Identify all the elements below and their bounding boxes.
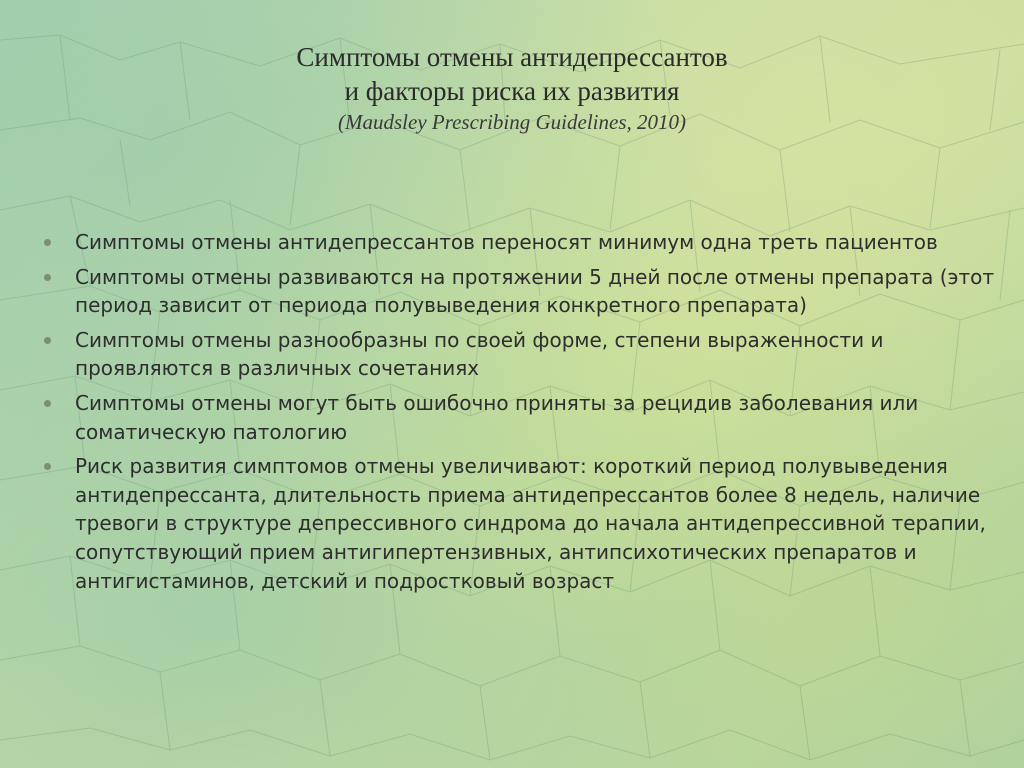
bullet-dot-icon	[44, 463, 51, 470]
bullet-item	[36, 326, 1011, 383]
bullet-item	[36, 228, 1011, 257]
bullet-text: Риск развития симптомов отмены увеличивают: короткий период полувыведения антидепрессанта, длительность приема антидепрессантов более 8 недель, наличие тревоги в структуре депрессивного синдрома до начала антидепрессивной терапии, сопутствующий прием антигипертензивных, антипсихотических препаратов и антигистаминов, детский и подростковый возраст	[75, 454, 986, 593]
bullet-dot-icon	[44, 239, 51, 246]
bullet-item	[36, 389, 1011, 446]
bullet-dot-icon	[44, 274, 51, 281]
bullet-text: Симптомы отмены антидепрессантов переносят минимум одна треть пациентов	[75, 230, 938, 254]
slide-title-line-2: и факторы риска их развития	[344, 76, 680, 106]
bullet-dot-icon	[44, 337, 51, 344]
bullet-text: Симптомы отмены разнообразны по своей форме, степени выраженности и проявляются в различных сочетаниях	[75, 327, 884, 381]
bullet-dot-icon	[44, 400, 51, 407]
bullet-text: Симптомы отмены развиваются на протяжении 5 дней после отмены препарата (этот период зависит от периода полувыведения конкретного препарата)	[75, 264, 995, 318]
bullet-list	[36, 228, 1011, 601]
slide-title-line-1: Симптомы отмены антидепрессантов	[296, 42, 728, 72]
source-citation: (Maudsley Prescribing Guidelines, 2010)	[338, 110, 686, 134]
bullet-item	[36, 452, 1011, 595]
slide-header	[0, 40, 1024, 136]
bullet-text: Симптомы отмены могут быть ошибочно приняты за рецидив заболевания или соматическую патологию	[75, 390, 919, 444]
bullet-item	[36, 263, 1011, 320]
